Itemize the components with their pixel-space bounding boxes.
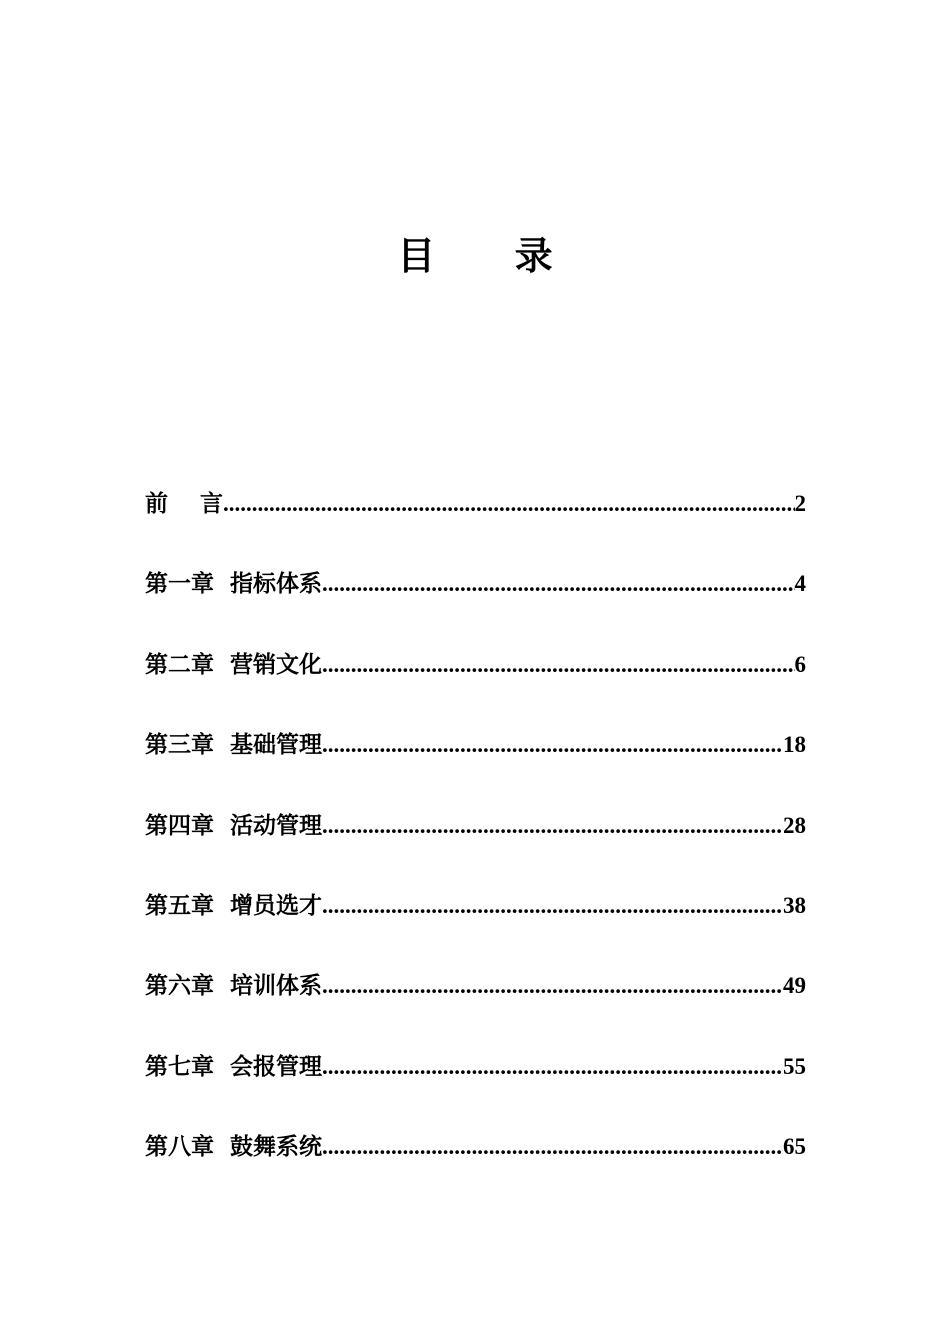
dot-leader [223, 484, 794, 524]
dot-leader [322, 645, 794, 685]
toc-entry-label: 第三章 基础管理 [145, 731, 323, 759]
toc-page-number: 49 [783, 973, 806, 999]
toc-entry-chapter-8[interactable] [145, 1127, 806, 1167]
toc-entry-chapter-2[interactable] [145, 645, 806, 685]
toc-page-number: 28 [783, 812, 806, 838]
dot-leader [322, 564, 794, 604]
toc-page-number: 38 [783, 892, 806, 918]
toc-entry-label: 第七章 会报管理 [145, 1052, 323, 1080]
table-of-contents [145, 484, 806, 1208]
dot-leader [322, 806, 783, 846]
toc-page-number: 65 [783, 1134, 806, 1160]
dot-leader [322, 1047, 783, 1087]
toc-entry-chapter-6[interactable] [145, 966, 806, 1006]
toc-entry-label: 第六章 培训体系 [145, 972, 323, 1000]
toc-entry-chapter-7[interactable] [145, 1047, 806, 1087]
toc-page-number: 4 [794, 571, 806, 597]
dot-leader [322, 886, 783, 926]
dot-leader [322, 725, 783, 765]
toc-entry-label: 第四章 活动管理 [145, 811, 323, 839]
toc-page-number: 6 [794, 651, 806, 677]
toc-entry-label: 前 言 [145, 490, 224, 517]
toc-entry-chapter-3[interactable] [145, 725, 806, 765]
page-title: 目 录 [397, 234, 553, 278]
dot-leader [322, 966, 783, 1006]
toc-entry-label: 第一章 指标体系 [145, 570, 323, 598]
toc-page-number: 2 [794, 491, 806, 516]
toc-entry-preface[interactable] [145, 484, 806, 524]
toc-entry-chapter-5[interactable] [145, 886, 806, 926]
dot-leader [322, 1127, 783, 1167]
toc-entry-chapter-1[interactable] [145, 564, 806, 604]
toc-entry-label: 第八章 鼓舞系统 [145, 1133, 323, 1161]
toc-entry-chapter-4[interactable] [145, 806, 806, 846]
toc-page-number: 55 [783, 1053, 806, 1079]
toc-page-number: 18 [783, 732, 806, 758]
toc-entry-label: 第五章 增员选才 [145, 891, 323, 919]
toc-entry-label: 第二章 营销文化 [145, 650, 323, 678]
